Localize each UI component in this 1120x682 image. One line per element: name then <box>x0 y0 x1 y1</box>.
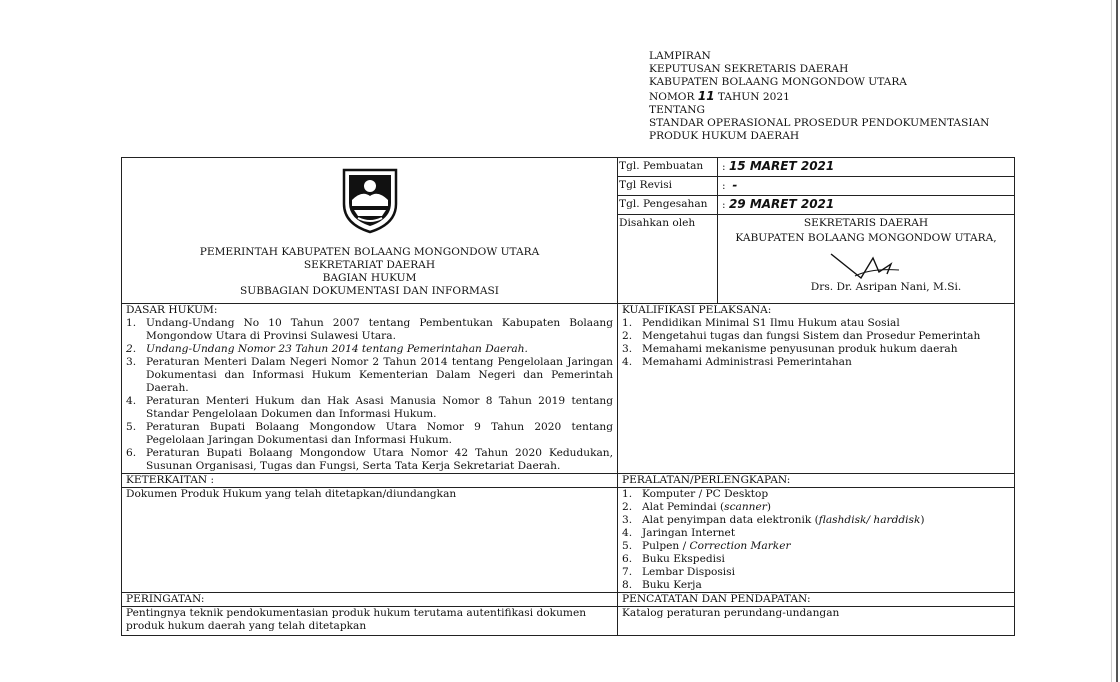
signature-block <box>718 215 1015 304</box>
disahkan-label: Disahkan oleh <box>618 215 718 304</box>
meta-row-pengesahan <box>618 196 1014 215</box>
list-item: 6. Peraturan Bupati Bolaang Mongondow Utara Nomor 42 Tahun 2020 Kedudukan, Susunan Organisasi, Tugas dan Fungsi, Serta Tata Kerja Sekretariat Daerah. <box>126 447 613 472</box>
list-item: 1. Undang-Undang No 10 Tahun 2007 tentang Pembentukan Kabupaten Bolaang Mongondow Utara di Provinsi Sulawesi Utara. <box>126 317 613 342</box>
list-item: 7. Lembar Disposisi <box>622 566 736 578</box>
peralatan-title: PERALATAN/PERLENGKAPAN: <box>618 474 1015 488</box>
lampiran-kabupaten: KABUPATEN BOLAANG MONGONDOW UTARA <box>649 76 907 89</box>
handwritten-signature-icon <box>821 250 911 280</box>
keterkaitan-body: Dokumen Produk Hukum yang telah ditetapkan/diundangkan <box>122 488 618 593</box>
pencatatan-title: PENCATATAN DAN PENDAPATAN: <box>618 593 1015 607</box>
list-item: 2. Alat Pemindai (scanner) <box>622 501 771 513</box>
lampiran-title-2: PRODUK HUKUM DAERAH <box>649 130 800 143</box>
tahun-label: TAHUN 2021 <box>717 90 790 103</box>
section-title-row <box>122 593 1015 607</box>
list-item: 2. Mengetahui tugas dan fungsi Sistem dan Prosedur Pemerintah <box>622 330 981 342</box>
colon: : <box>722 199 726 211</box>
sop-table <box>121 157 1015 636</box>
nomor-label: NOMOR <box>649 90 695 103</box>
org-subdivision: SUBBAGIAN DOKUMENTASI DAN INFORMASI <box>240 285 499 297</box>
lampiran-nomor-line <box>649 90 989 104</box>
list-item: 1. Pendidikan Minimal S1 Ilmu Hukum atau Sosial <box>622 317 900 329</box>
list-item: 4. Memahami Administrasi Pemerintahan <box>622 356 852 368</box>
peralatan-cell <box>618 488 1015 593</box>
list-item: 5. Peraturan Bupati Bolaang Mongondow Utara Nomor 9 Tahun 2020 tentang Pegelolaan Jaringan Dokumentasi dan Informasi Hukum. <box>126 421 613 446</box>
list-item: 3. Peraturan Menteri Dalam Negeri Nomor 2 Tahun 2014 tentang Pengelolaan Jaringan Dokumentasi dan Informasi Hukum Kementerian Dalam Negeri dan Pemerintah Daerah. <box>126 356 613 394</box>
colon: : <box>722 161 726 173</box>
page-edge <box>1116 0 1118 682</box>
meta-row-pembuatan <box>618 158 1014 177</box>
org-division: BAGIAN HUKUM <box>322 272 417 284</box>
tgl-revisi-label: Tgl Revisi <box>618 177 718 196</box>
signer-title-1: SEKRETARIS DAERAH <box>803 217 929 229</box>
lampiran-label: LAMPIRAN <box>649 50 711 62</box>
kualifikasi-title: KUALIFIKASI PELAKSANA: <box>622 304 772 316</box>
regency-emblem-icon <box>340 166 400 234</box>
header-org-cell <box>122 158 618 304</box>
list-item: 2. Undang-Undang Nomor 23 Tahun 2014 tentang Pemerintahan Daerah. <box>126 343 528 355</box>
list-item: 8. Buku Kerja <box>622 579 702 591</box>
tgl-pembuatan-value-cell <box>718 158 1015 177</box>
list-item: 4. Peraturan Menteri Hukum dan Hak Asasi Manusia Nomor 8 Tahun 2019 tentang Standar Pengelolaan Dokumen dan Informasi Hukum. <box>126 395 613 420</box>
list-item: 1. Komputer / PC Desktop <box>622 488 769 500</box>
pencatatan-body: Katalog peraturan perundang-undangan <box>618 607 1015 636</box>
org-name: PEMERINTAH KABUPATEN BOLAANG MONGONDOW UTARA <box>199 246 540 258</box>
tgl-pembuatan-label: Tgl. Pembuatan <box>618 158 718 177</box>
meta-row-revisi <box>618 177 1014 196</box>
tgl-pengesahan-label: Tgl. Pengesahan <box>618 196 718 215</box>
signer-name: Drs. Dr. Asripan Nani, M.Si. <box>810 281 962 293</box>
scrollbar-shadow <box>1111 0 1112 682</box>
peringatan-pencatatan-row <box>122 607 1015 636</box>
list-item: 3. Alat penyimpan data elektronik (flashdisk/ harddisk) <box>622 514 925 526</box>
tgl-revisi-value-cell <box>718 177 1015 196</box>
kualifikasi-cell <box>618 304 1015 474</box>
peralatan-list <box>622 488 1010 592</box>
dasar-hukum-list <box>126 317 613 473</box>
keterkaitan-title: KETERKAITAN : <box>122 474 618 488</box>
lampiran-header <box>649 50 989 143</box>
tgl-pembuatan-value: 15 MARET 2021 <box>728 159 835 173</box>
tgl-pengesahan-value-cell <box>718 196 1015 215</box>
kualifikasi-list <box>622 317 1010 369</box>
tgl-revisi-value: - <box>732 178 738 192</box>
list-item: 5. Pulpen / Correction Marker <box>622 540 791 552</box>
section-title-row <box>122 474 1015 488</box>
colon: : <box>722 180 726 192</box>
header-meta-cell <box>618 158 1015 304</box>
dasar-kualifikasi-row <box>122 304 1015 474</box>
peringatan-title: PERINGATAN: <box>122 593 618 607</box>
lampiran-title-1: STANDAR OPERASIONAL PROSEDUR PENDOKUMENTASIAN <box>649 117 990 130</box>
tgl-pengesahan-value: 29 MARET 2021 <box>728 197 835 211</box>
list-item: 6. Buku Ekspedisi <box>622 553 725 565</box>
list-item: 4. Jaringan Internet <box>622 527 736 539</box>
meta-row-disahkan <box>618 215 1014 304</box>
lampiran-keputusan: KEPUTUSAN SEKRETARIS DAERAH <box>649 63 849 76</box>
header-row <box>122 158 1015 304</box>
dasar-hukum-cell <box>122 304 618 474</box>
peringatan-body: Pentingnya teknik pendokumentasian produk hukum terutama autentifikasi dokumen produk hukum daerah yang telah ditetapkan <box>122 607 618 636</box>
tentang-label: TENTANG <box>649 103 705 116</box>
keterkaitan-peralatan-row <box>122 488 1015 593</box>
nomor-handwritten: 11 <box>697 88 715 103</box>
list-item: 3. Memahami mekanisme penyusunan produk hukum daerah <box>622 343 958 355</box>
meta-table <box>618 158 1014 303</box>
dasar-hukum-title: DASAR HUKUM: <box>126 304 218 316</box>
signer-title-2: KABUPATEN BOLAANG MONGONDOW UTARA, <box>735 232 997 244</box>
org-secretariat: SEKRETARIAT DAERAH <box>303 259 436 271</box>
